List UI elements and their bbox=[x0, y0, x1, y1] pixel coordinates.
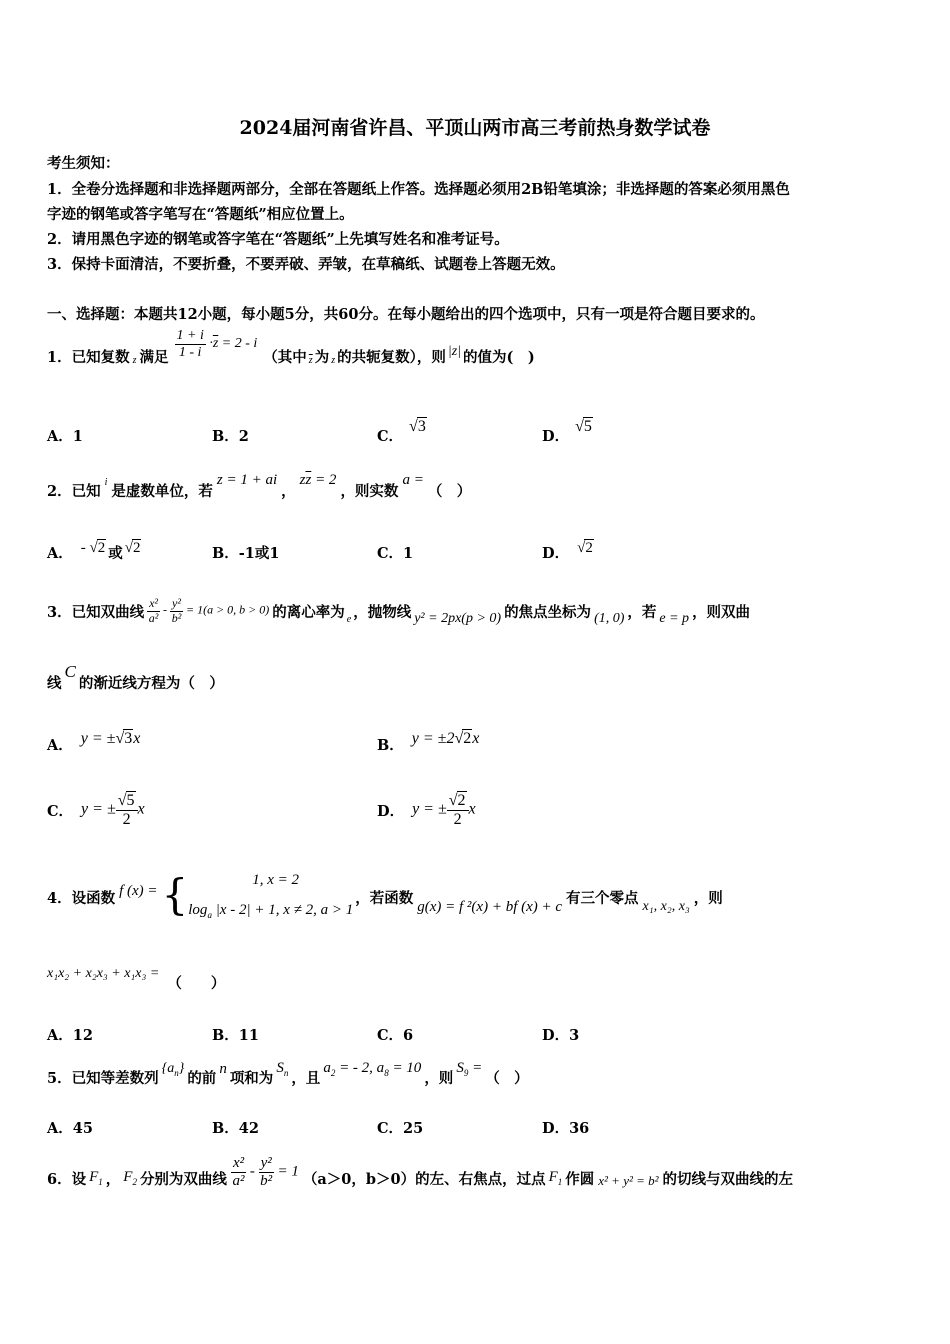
q1-option-d[interactable]: D．√5 bbox=[542, 418, 592, 445]
notice-line-3: 2．请用黑色字迹的钢笔或答字笔在“答题纸”上先填写姓名和准考证号。 bbox=[47, 231, 509, 248]
notice-line-1: 1．全卷分选择题和非选择题两部分，全部在答题纸上作答。选择题必须用2B铅笔填涂；非选择题的答案必须用黑色 bbox=[47, 181, 790, 198]
q3-var-c: C bbox=[64, 662, 76, 681]
q3-option-b[interactable]: B． y = ±2√2x bbox=[377, 730, 480, 754]
q1-var-z: z bbox=[132, 354, 137, 366]
q5-text: （ ） bbox=[485, 1069, 529, 1087]
q5-option-c[interactable]: C．25 bbox=[377, 1120, 424, 1137]
question-1 bbox=[47, 326, 535, 386]
q3-option-a[interactable]: A． y = ±√3x bbox=[47, 730, 141, 754]
q6-circle-equation: x² + y² = b² bbox=[598, 1173, 659, 1188]
q5-option-d[interactable]: D．36 bbox=[542, 1120, 590, 1137]
q1-text: 的值为( ) bbox=[463, 348, 535, 366]
q2-option-a[interactable]: A． - √2 或 √2 bbox=[47, 540, 141, 562]
q1-option-b[interactable]: B．2 bbox=[212, 428, 249, 445]
q3-text: 的渐近线方程为（ ） bbox=[78, 674, 224, 692]
q4-function-fx: f (x) = bbox=[119, 882, 158, 899]
q4-text: （ ） bbox=[167, 974, 226, 992]
q3-parabola-equation: y² = 2px(p > 0) bbox=[414, 611, 502, 626]
q4-text: ，则 bbox=[693, 889, 723, 907]
q6-text: 作圆 bbox=[565, 1170, 595, 1188]
q4-text: ，若函数 bbox=[355, 889, 414, 907]
q1-var-zbar: $\overline{z}$ bbox=[308, 354, 313, 366]
q2-text: ， bbox=[281, 482, 296, 500]
q4-expression: x₁x₂ + x₂x₃ + x₁x₃ = bbox=[47, 966, 160, 981]
q5-given: $a_2$ = - 2, $a_8 = 10$ bbox=[323, 1060, 422, 1078]
q5-text: ，且 bbox=[291, 1069, 321, 1087]
q4-text: 有三个零点 bbox=[566, 889, 639, 907]
q4-option-c[interactable]: C．6 bbox=[377, 1027, 414, 1044]
q4-piecewise: 1, x = 2 $\log_a |x - 2| + 1$, x ≠ 2, a > 1 bbox=[188, 871, 354, 920]
q4-text: 4．设函数 bbox=[47, 889, 116, 907]
q3-text: 线 bbox=[47, 674, 62, 692]
q2-text: （ ） bbox=[427, 482, 472, 500]
notice-line-4: 3．保持卡面清洁，不要折叠，不要弄破、弄皱，在草稿纸、试题卷上答题无效。 bbox=[47, 256, 565, 273]
q1-option-a[interactable]: A．1 bbox=[47, 428, 83, 445]
q5-option-a[interactable]: A．45 bbox=[47, 1120, 93, 1137]
q3-text: 的离心率为 bbox=[272, 603, 345, 621]
q2-option-b[interactable]: B．-1或1 bbox=[212, 545, 280, 562]
q6-text: 6．设 bbox=[47, 1170, 87, 1188]
q4-option-b[interactable]: B．11 bbox=[212, 1027, 259, 1044]
notice-heading: 考生须知： bbox=[47, 155, 120, 172]
question-5 bbox=[47, 1057, 529, 1097]
q3-condition: e = p bbox=[659, 611, 690, 626]
q6-hyperbola-equation: $\frac{\text{x²}}{\text{a²}}$ - $\frac{\text{y²}}{\text{b²}}$ = 1 bbox=[232, 1155, 299, 1189]
q2-option-d[interactable]: D． √2 bbox=[542, 540, 593, 562]
page-title: 2024届河南省许昌、平顶山两市高三考前热身数学试卷 bbox=[239, 117, 711, 139]
q2-text: 2．已知 bbox=[47, 482, 101, 500]
q3-text: ，则双曲 bbox=[692, 603, 751, 621]
q5-text: 的前 bbox=[187, 1069, 217, 1087]
q1-text: 满足 bbox=[139, 348, 169, 366]
q2-equation-z: z = 1 + ai bbox=[216, 471, 278, 488]
q3-text: 的焦点坐标为 bbox=[504, 603, 592, 621]
q3-var-e: e bbox=[346, 613, 352, 625]
q2-equation-a: a = bbox=[402, 471, 424, 488]
q6-text: 的切线与双曲线的左 bbox=[662, 1170, 794, 1188]
q3-option-d[interactable]: D． y = ± $\frac{√2}{2}$ x bbox=[377, 792, 476, 828]
q5-sum: $S_n$ bbox=[276, 1060, 289, 1078]
q3-text: 3．已知双曲线 bbox=[47, 603, 145, 621]
q1-equation: $\frac{1 + i}{1 - i}$ $\cdot\overline{z} = 2 - i$ bbox=[176, 328, 258, 360]
q1-text: 为 bbox=[314, 348, 330, 366]
q1-text: （其中 bbox=[263, 348, 307, 366]
q3-option-c[interactable]: C． y = ± $\frac{√5}{2}$ x bbox=[47, 792, 145, 828]
q2-option-c[interactable]: C．1 bbox=[377, 545, 414, 562]
q6-f2: $F_2$ bbox=[123, 1169, 137, 1187]
q5-text: 项和为 bbox=[229, 1069, 274, 1087]
q2-text: 是虚数单位，若 bbox=[111, 482, 213, 500]
section-heading: 一、选择题：本题共12小题，每小题5分，共60分。在每小题给出的四个选项中，只有一项是符合题目要求的。 bbox=[47, 306, 765, 323]
q4-option-d[interactable]: D．3 bbox=[542, 1027, 580, 1044]
q5-var-n: n bbox=[219, 1060, 227, 1077]
question-4-cont bbox=[47, 964, 225, 1000]
q4-zeros: x₁, x₂, x₃ bbox=[642, 899, 690, 914]
q4-function-gx: g(x) = f ²(x) + bf (x) + c bbox=[417, 898, 563, 915]
question-3-cont bbox=[47, 662, 224, 702]
notice-line-2: 字迹的钢笔或答字笔写在“答题纸”相应位置上。 bbox=[47, 206, 354, 223]
q6-f1: $F_1$ bbox=[89, 1169, 103, 1187]
q5-text: 5．已知等差数列 bbox=[47, 1069, 159, 1087]
q3-text: ，抛物线 bbox=[353, 603, 412, 621]
q3-focus-point: (1, 0) bbox=[594, 611, 625, 626]
q2-text: ，则实数 bbox=[340, 482, 399, 500]
q3-hyperbola-equation: $\frac{\text{x²}}{\text{a²}}$ - $\frac{\text{y²}}{\text{b²}}$ = 1(a > 0, b > 0) bbox=[148, 596, 270, 625]
q6-text: ， bbox=[105, 1170, 121, 1188]
q4-brace: { bbox=[161, 870, 189, 919]
q1-option-c[interactable]: C．√3 bbox=[377, 418, 426, 445]
q2-equation-zzbar: $z\overline{z} = 2$ bbox=[299, 471, 337, 488]
q5-s9: $S_9$ = bbox=[456, 1060, 483, 1078]
q6-text: （a＞0，b＞0）的左、右焦点，过点 bbox=[302, 1170, 546, 1188]
q1-var-z: z bbox=[331, 354, 336, 366]
q4-option-a[interactable]: A．12 bbox=[47, 1027, 93, 1044]
question-6 bbox=[47, 1152, 793, 1204]
question-4 bbox=[47, 864, 723, 930]
q2-var-i: i bbox=[104, 476, 108, 488]
q1-text: 1．已知复数 bbox=[47, 348, 130, 366]
q6-text: 分别为双曲线 bbox=[139, 1170, 227, 1188]
question-2 bbox=[47, 470, 471, 510]
question-3 bbox=[47, 588, 750, 634]
q5-option-b[interactable]: B．42 bbox=[212, 1120, 259, 1137]
q1-abs-z: |z| bbox=[447, 344, 462, 359]
q5-sequence: $\{a_n\}$ bbox=[161, 1060, 185, 1078]
q5-text: ，则 bbox=[424, 1069, 454, 1087]
q1-text: 的共轭复数），则 bbox=[337, 348, 446, 366]
q3-text: ，若 bbox=[627, 603, 657, 621]
q6-f1: $F_1$ bbox=[548, 1169, 563, 1187]
